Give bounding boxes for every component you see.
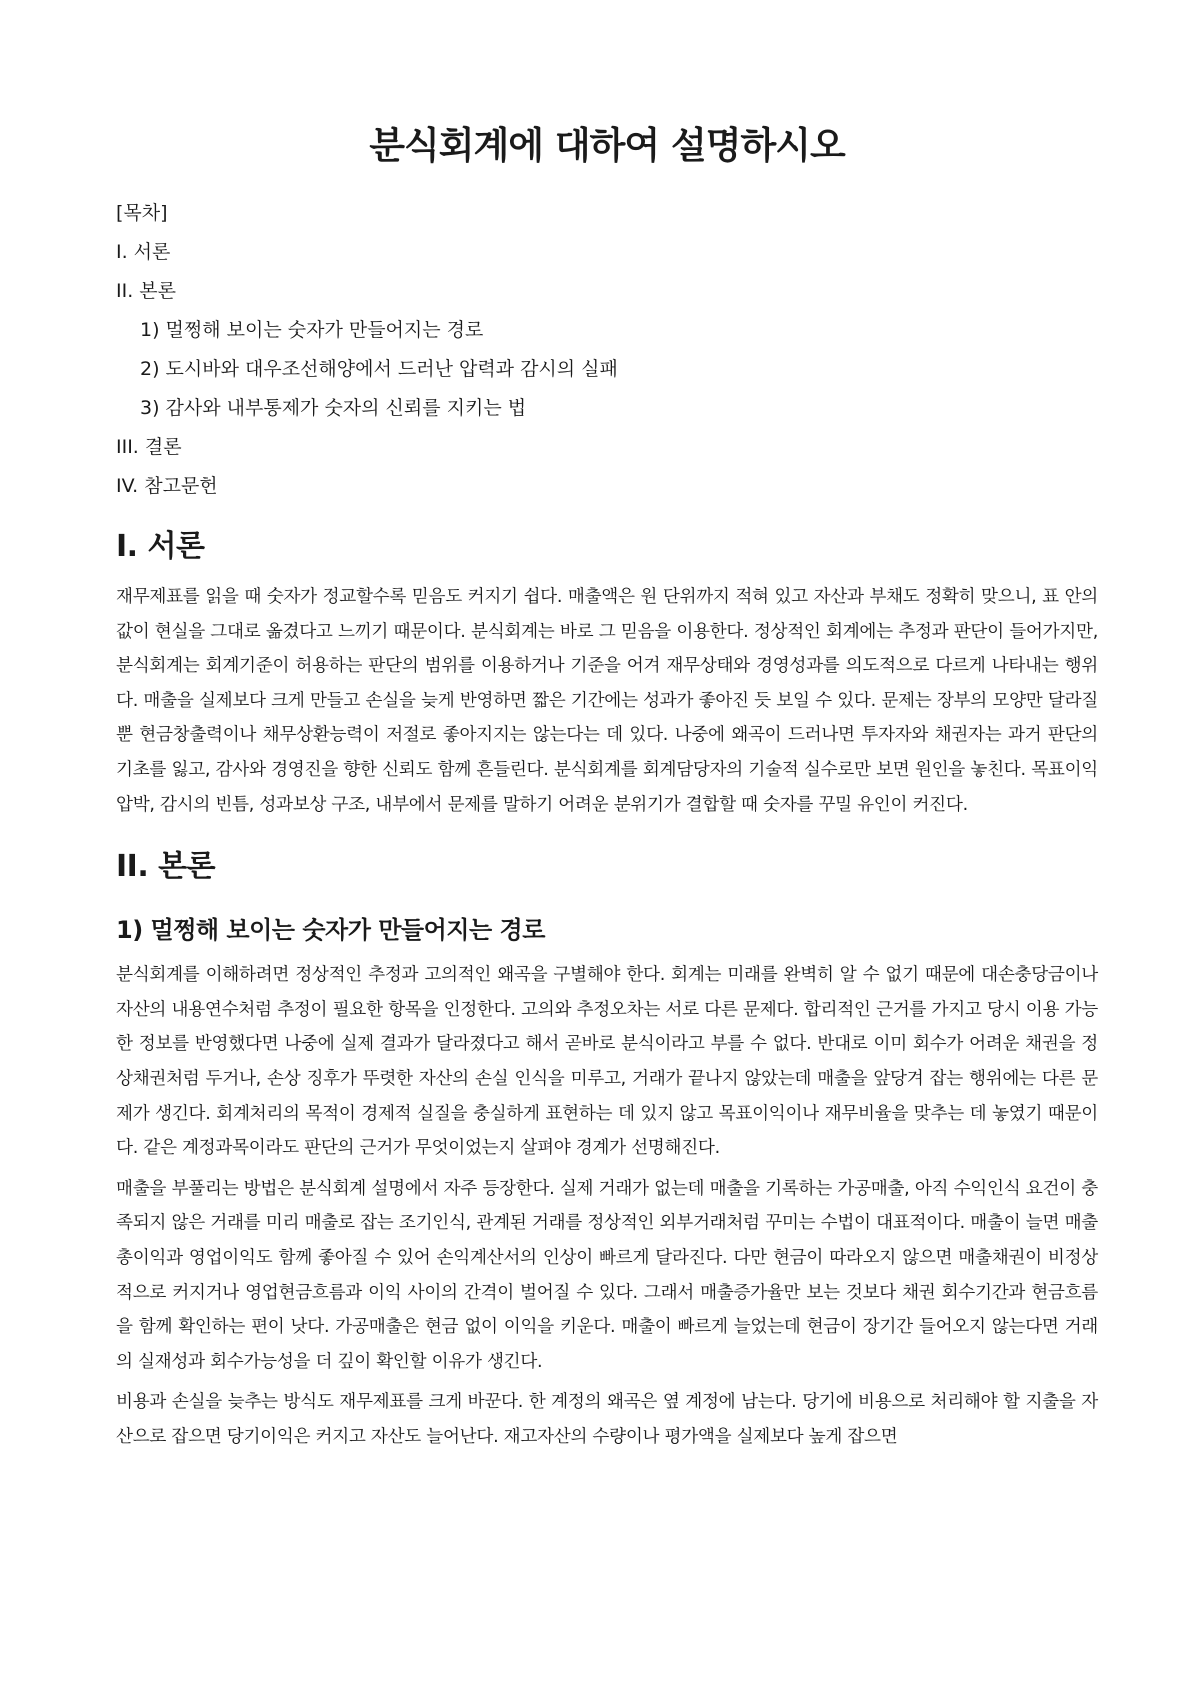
- table-of-contents: [116, 194, 1098, 506]
- toc-item-body-1: 1) 멀쩡해 보이는 숫자가 만들어지는 경로: [140, 319, 484, 341]
- toc-item-body-2: 2) 도시바와 대우조선해양에서 드러난 압력과 감시의 실패: [140, 358, 618, 380]
- section-heading-body: II. 본론: [116, 849, 216, 885]
- body-paragraph-2: 매출을 부풀리는 방법은 분식회계 설명에서 자주 등장한다. 실제 거래가 없는데 매출을 기록하는 가공매출, 아직 수익인식 요건이 충족되지 않은 거래를 미리 매출로 잡는 조기인식, 관계된 거래를 정상적인 외부거래처럼 꾸미는 수법이 대표적이다. 매출이 늘면 매출총이익과 영업이익도 함께 좋아질 수 있어 손익계산서의 인상이 빠르게 달라진다. 다만 현금이 따라오지 않으면 매출채권이 비정상적으로 커지거나 영업현금흐름과 이익 사이의 간격이 벌어질 수 있다. 그래서 매출증가율만 보는 것보다 채권 회수기간과 현금흐름을 함께 확인하는 편이 낫다. 가공매출은 현금 없이 이익을 키운다. 매출이 빠르게 늘었는데 현금이 장기간 들어오지 않는다면 거래의 실재성과 회수가능성을 더 깊이 확인할 이유가 생긴다.: [116, 1178, 1098, 1372]
- section-heading-intro: I. 서론: [116, 529, 205, 564]
- toc-item-body-3: 3) 감사와 내부통제가 숫자의 신뢰를 지키는 법: [140, 397, 527, 419]
- subsection-heading-1: 1) 멀쩡해 보이는 숫자가 만들어지는 경로: [116, 916, 545, 945]
- toc-item-references: IV. 참고문헌: [116, 475, 218, 497]
- toc-label: [목차]: [116, 202, 168, 224]
- toc-item-conclusion: III. 결론: [116, 436, 182, 458]
- intro-paragraph: 재무제표를 읽을 때 숫자가 정교할수록 믿음도 커지기 쉽다. 매출액은 원 단위까지 적혀 있고 자산과 부채도 정확히 맞으니, 표 안의 값이 현실을 그대로 옮겼다고 느끼기 때문이다. 분식회계는 바로 그 믿음을 이용한다. 정상적인 회계에는 추정과 판단이 들어가지만, 분식회계는 회계기준이 허용하는 판단의 범위를 이용하거나 기준을 어겨 재무상태와 경영성과를 의도적으로 다르게 나타내는 행위다. 매출을 실제보다 크게 만들고 손실을 늦게 반영하면 짧은 기간에는 성과가 좋아진 듯 보일 수 있다. 문제는 장부의 모양만 달라질 뿐 현금창출력이나 채무상환능력이 저절로 좋아지지는 않는다는 데 있다. 나중에 왜곡이 드러나면 투자자와 채권자는 과거 판단의 기초를 잃고, 감사와 경영진을 향한 신뢰도 함께 흔들린다. 분식회계를 회계담당자의 기술적 실수로만 보면 원인을 놓친다. 목표이익 압박, 감시의 빈틈, 성과보상 구조, 내부에서 문제를 말하기 어려운 분위기가 결합할 때 숫자를 꾸밀 유인이 커진다.: [116, 587, 1098, 815]
- toc-item-intro: I. 서론: [116, 241, 171, 263]
- toc-item-body: II. 본론: [116, 280, 176, 302]
- document-title: 분식회계에 대하여 설명하시오: [369, 124, 845, 167]
- body-paragraph-1: 분식회계를 이해하려면 정상적인 추정과 고의적인 왜곡을 구별해야 한다. 회계는 미래를 완벽히 알 수 없기 때문에 대손충당금이나 자산의 내용연수처럼 추정이 필요한 항목을 인정한다. 고의와 추정오차는 서로 다른 문제다. 합리적인 근거를 가지고 당시 이용 가능한 정보를 반영했다면 나중에 실제 결과가 달라졌다고 해서 곧바로 분식이라고 부를 수 없다. 반대로 이미 회수가 어려운 채권을 정상채권처럼 두거나, 손상 징후가 뚜렷한 자산의 손실 인식을 미루고, 거래가 끝나지 않았는데 매출을 앞당겨 잡는 행위에는 다른 문제가 생긴다. 회계처리의 목적이 경제적 실질을 충실하게 표현하는 데 있지 않고 목표이익이나 재무비율을 맞추는 데 놓였기 때문이다. 같은 계정과목이라도 판단의 근거가 무엇이었는지 살펴야 경계가 선명해진다.: [116, 965, 1098, 1159]
- body-paragraph-3: 비용과 손실을 늦추는 방식도 재무제표를 크게 바꾼다. 한 계정의 왜곡은 옆 계정에 남는다. 당기에 비용으로 처리해야 할 지출을 자산으로 잡으면 당기이익은 커지고 자산도 늘어난다. 재고자산의 수량이나 평가액을 실제보다 높게 잡으면: [116, 1392, 1098, 1447]
